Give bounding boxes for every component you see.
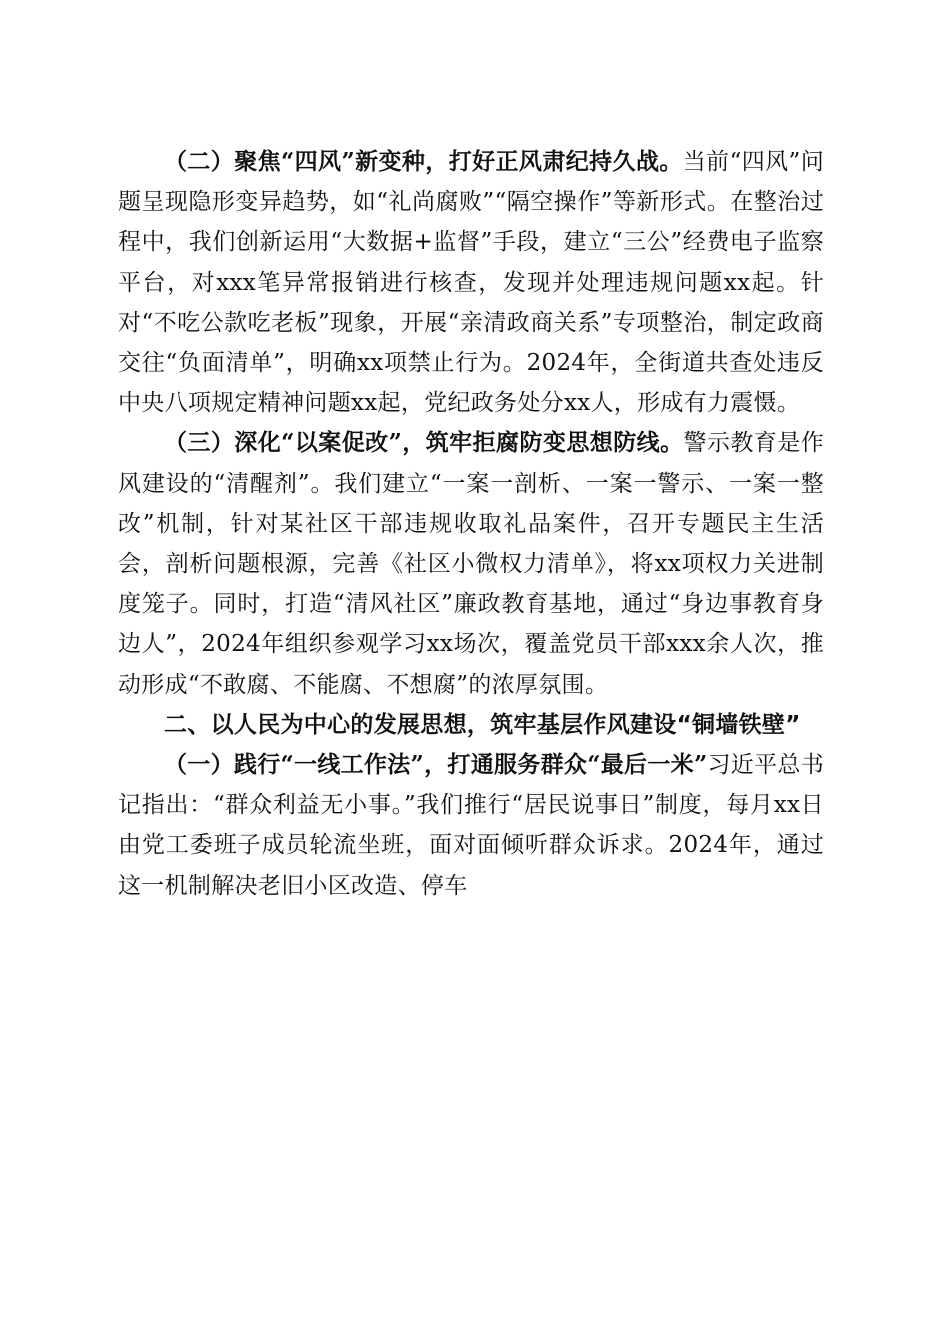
paragraph-lead: （一）践行“一线工作法”，打通服务群众“最后一米” [164,751,708,779]
paragraph-four-winds [118,142,824,423]
paragraph-lead: （三）深化“以案促改”，筑牢拒腐防变思想防线。 [164,429,684,457]
paragraph-text: 当前“四风”问题呈现隐形变异趋势，如“礼尚腐败”“隔空操作”等新形式。在整治过程中，我们创新运用“大数据+监督”手段，建立“三公”经费电子监察平台，对xxx笔异常报销进行核查，发现并处理违规问题xx起。针对“不吃公款吃老板”现象，开展“亲清政商关系”专项整治，制定政商交往“负面清单”，明确xx项禁止行为。2024年，全街道共查处违反中央八项规定精神问题xx起，党纪政务处分xx人，形成有力震慑。 [118,149,825,417]
paragraph-lead: （二）聚焦“四风”新变种，打好正风肃纪持久战。 [164,148,683,175]
paragraph-frontline-work [118,745,824,906]
paragraph-text: 警示教育是作风建设的“清醒剂”。我们建立“一案一剖析、一案一警示、一案一整改”机制，针对某社区干部违规收取礼品案件，召开专题民主生活会，剖析问题根源，完善《社区小微权力清单》，将xx项权力关进制度笼子。同时，打造“清风社区”廉政教育基地，通过“身边事教育身边人”，2024年组织参观学习xx场次，覆盖党员干部xxx余人次，推动形成“不敢腐、不能腐、不想腐”的浓厚氛围。 [118,430,824,698]
paragraph-text: 习近平总书记指出：“群众利益无小事。”我们推行“居民说事日”制度，每月xx日由党工委班子成员轮流坐班，面对面倾听群众诉求。2024年，通过这一机制解决老旧小区改造、停车 [118,752,824,899]
section-heading: 二、以人民为中心的发展思想，筑牢基层作风建设“铜墙铁壁” [164,711,801,738]
paragraph-case-reform [118,423,824,704]
document-body [118,142,824,906]
